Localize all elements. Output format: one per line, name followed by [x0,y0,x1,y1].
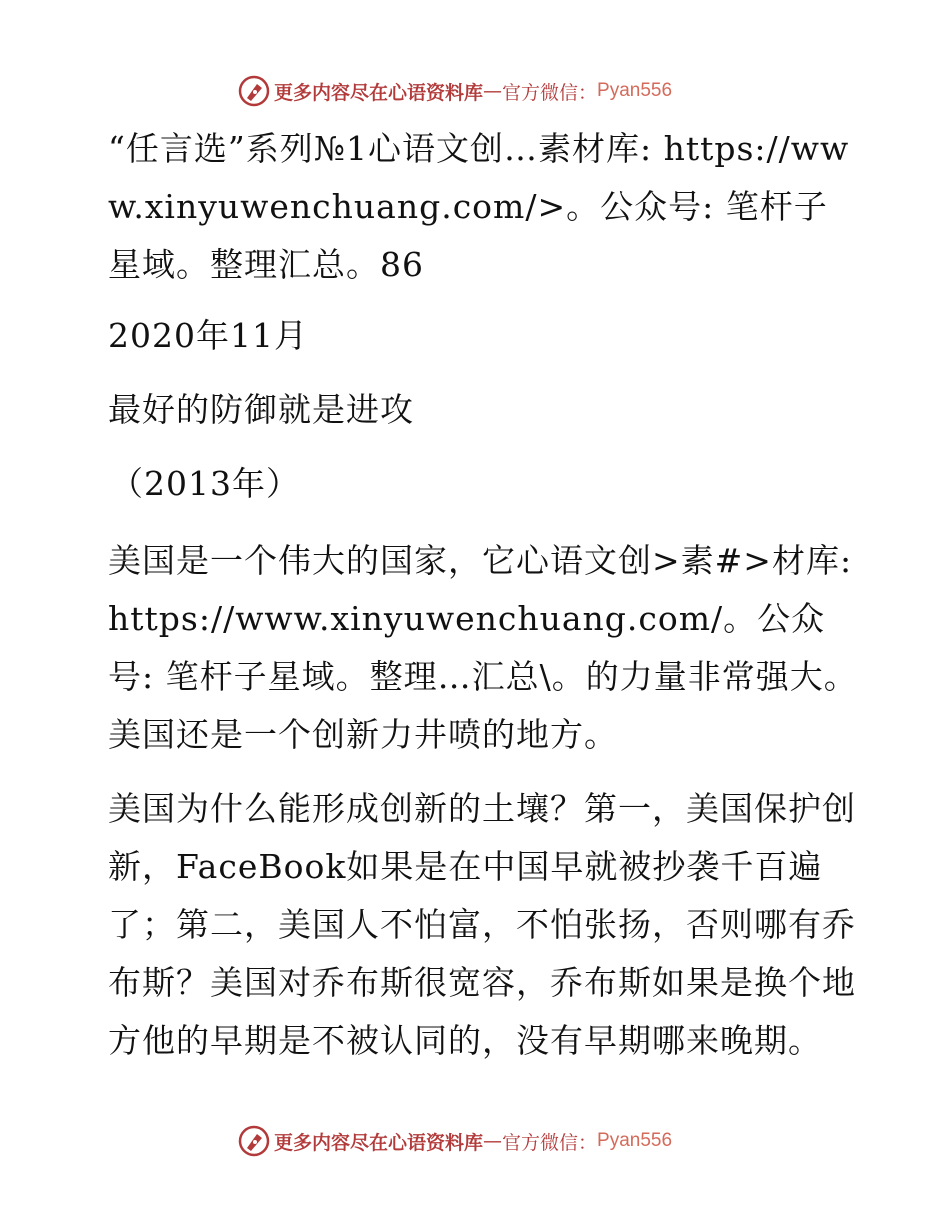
document-body [98,120,858,1070]
footer-banner [238,1124,672,1158]
pen-nib-logo-icon [238,1125,270,1157]
document-date: 2020年11月 [108,316,308,355]
document-year: （2013年） [110,464,300,503]
banner-wechat-label: 官方微信： [502,81,598,104]
document-title: 最好的防御就是进攻 [108,390,414,429]
banner-dash: — [483,80,503,102]
intro-paragraph: “任言选”系列№1心语文创…素材库: https://www.xinyuwenchuang.com/>。公众号: 笔杆子星域。整理汇总。86 [108,129,850,284]
footer-dash: — [483,1130,503,1152]
banner-brand-text: 更多内容尽在心语资料库 [274,81,484,104]
header-banner [238,74,672,108]
footer-brand-text: 更多内容尽在心语资料库 [274,1131,484,1154]
body-paragraph-2: 美国为什么能形成创新的土壤？第一，美国保护创新，FaceBook如果是在中国早就被抄袭千百遍了；第二，美国人不怕富，不怕张扬，否则哪有乔布斯？美国对乔布斯很宽容，乔布斯如果是换个地方他的早期是不被认同的，没有早期哪来晚期。 [108,789,856,1060]
pen-nib-logo-icon [238,75,270,107]
footer-wechat-label: 官方微信： [502,1131,598,1154]
banner-wechat-id: Pyan556 [597,80,673,101]
body-paragraph-1: 美国是一个伟大的国家，它心语文创>素#>材库: https://www.xinyuwenchuang.com/。公众号: 笔杆子星域。整理…汇总\。的力量非常强大。美国还是一个创新力井喷的地方。 [108,541,858,754]
footer-wechat-id: Pyan556 [597,1130,673,1151]
